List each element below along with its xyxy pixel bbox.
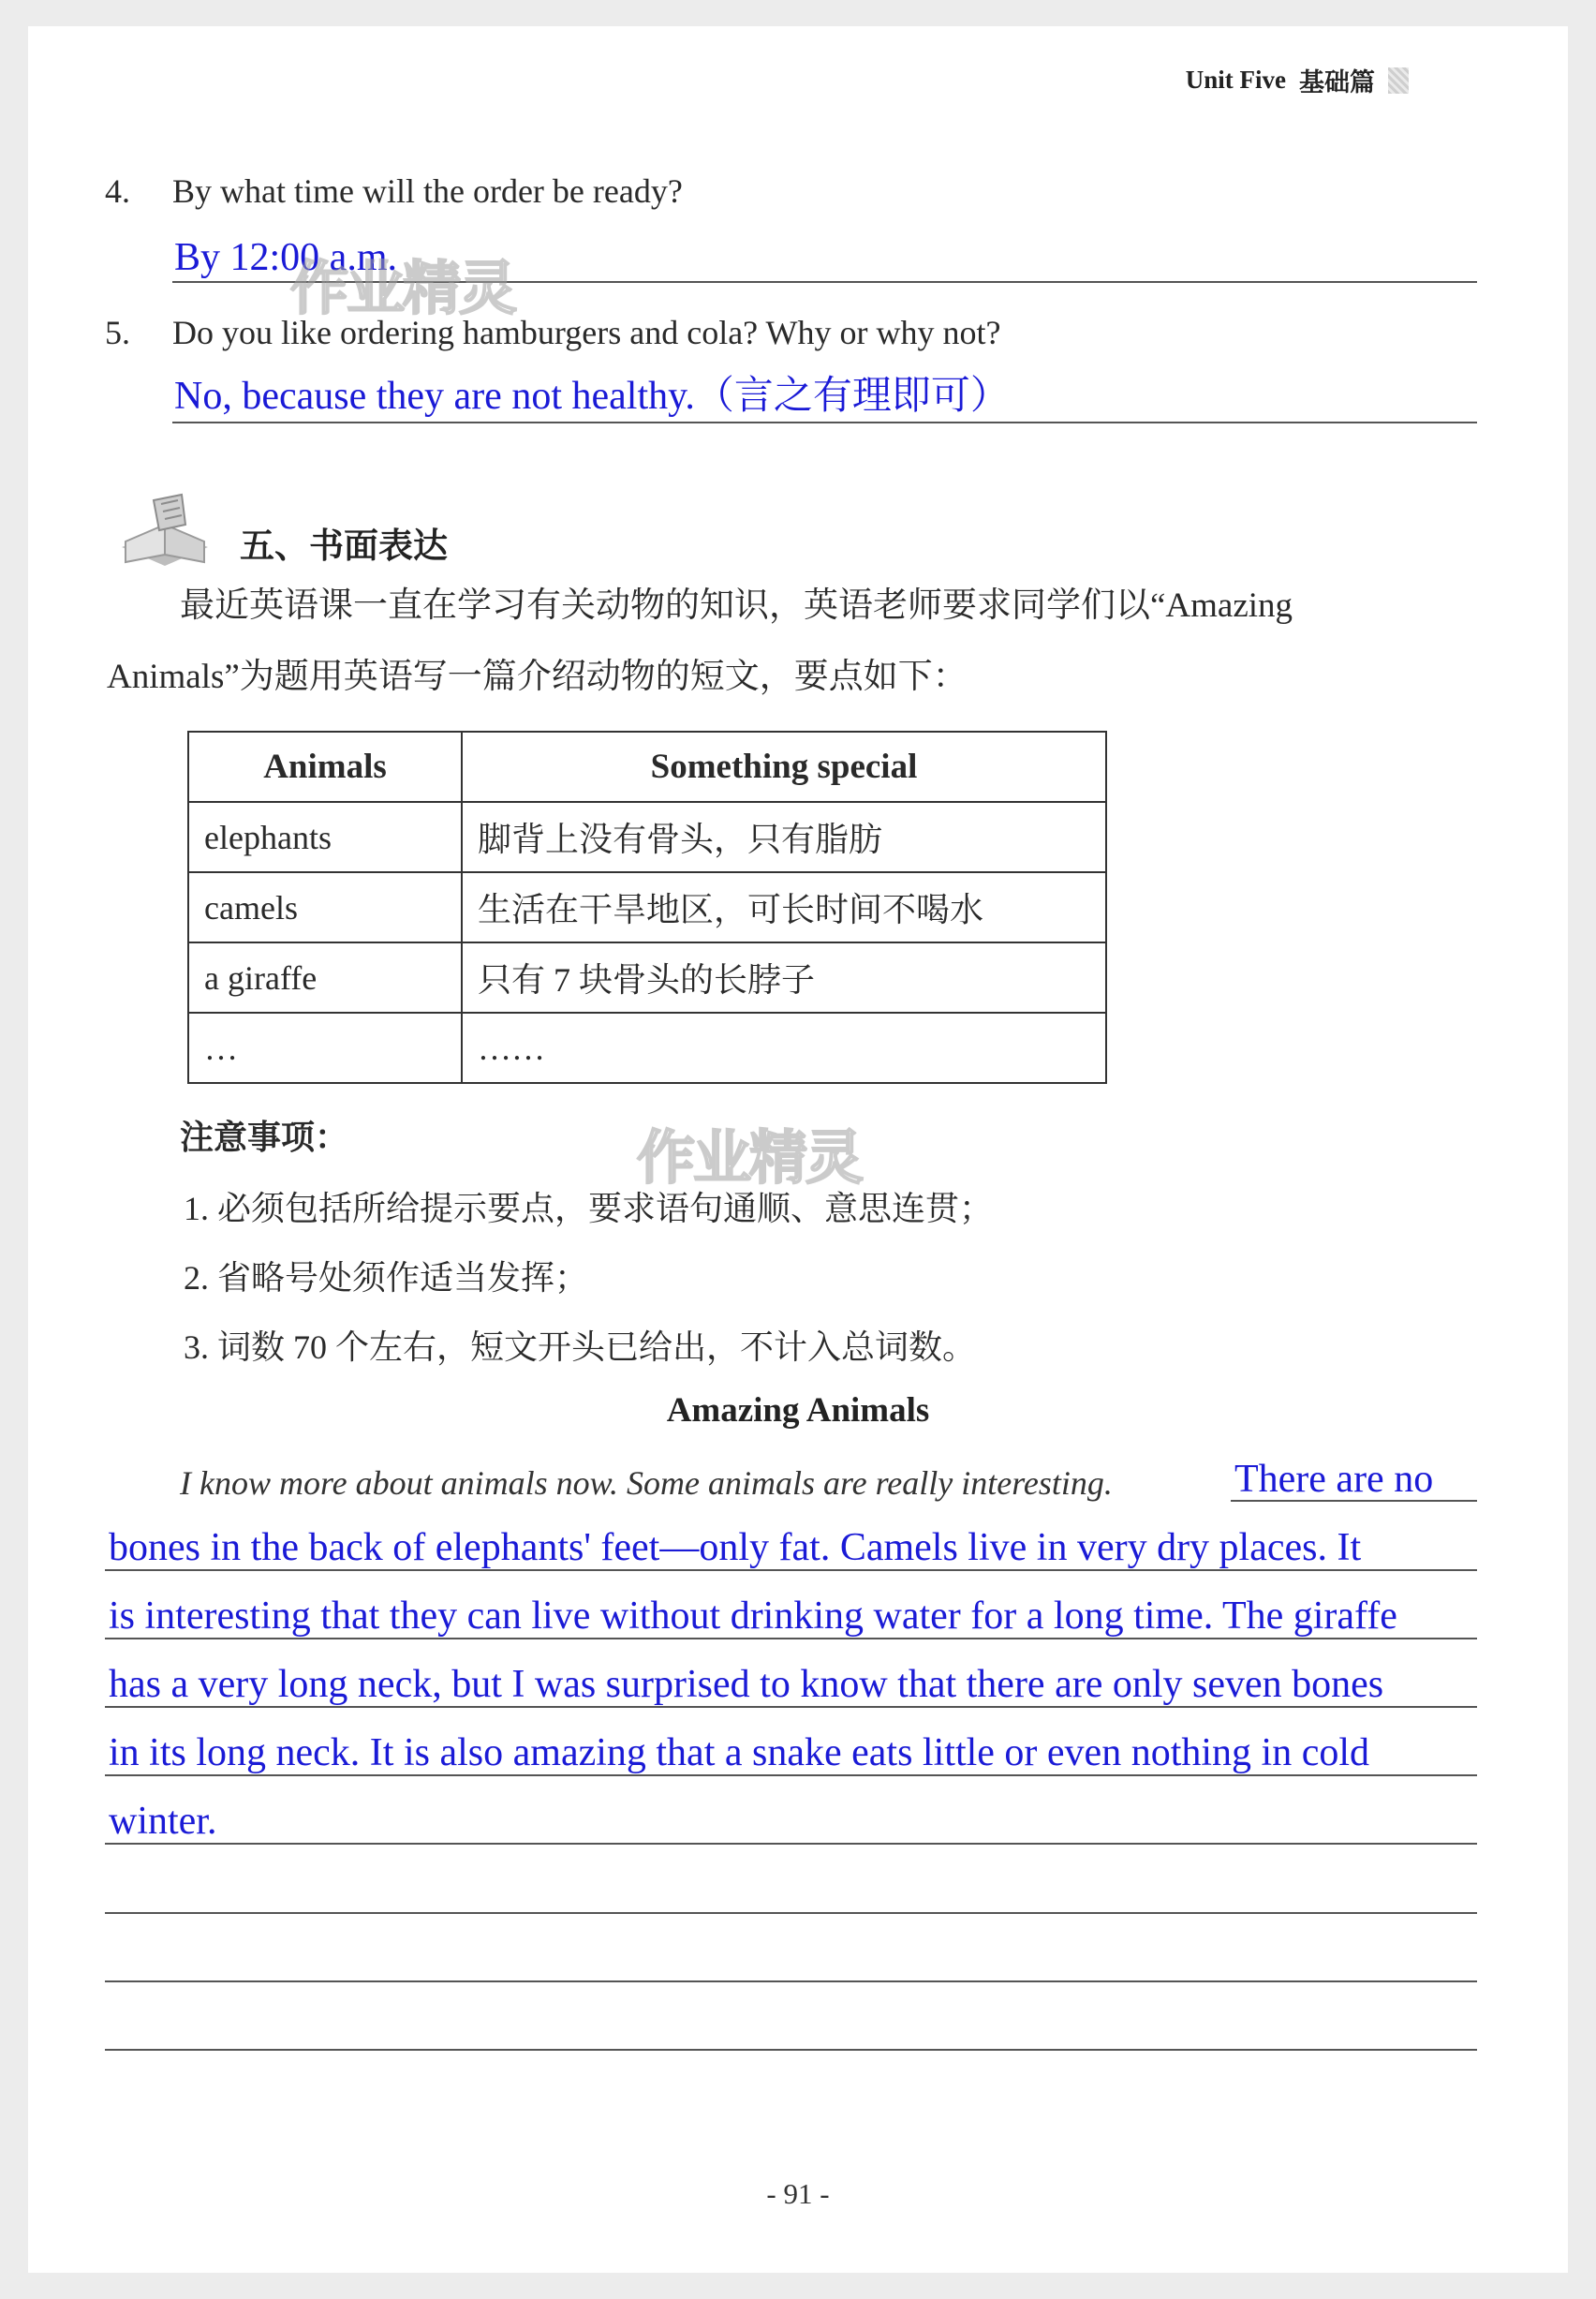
essay-line: is interesting that they can live without drinking water for a long time. The giraffe: [109, 1594, 1397, 1638]
feature-cell: ……: [462, 1013, 1106, 1083]
animal-cell: …: [188, 1013, 462, 1083]
question-4: [105, 171, 683, 211]
question-text: By what time will the order be ready?: [172, 172, 683, 210]
running-header: [1186, 62, 1409, 98]
note-item-2: 2. 省略号处须作适当发挥；: [184, 1259, 589, 1297]
writing-line: [105, 1843, 1477, 1845]
prompt-line-1: 最近英语课一直在学习有关动物的知识，英语老师要求同学们以“Amazing: [180, 586, 1293, 625]
level-label: 基础篇: [1299, 68, 1375, 96]
essay-line: bones in the back of elephants' feet—only fat. Camels live in very dry places. It: [109, 1526, 1362, 1569]
question-number: 4.: [105, 172, 130, 210]
column-header: Animals: [188, 732, 462, 802]
answer-line: [172, 422, 1477, 423]
writing-line: [105, 1706, 1477, 1708]
table-row: [188, 872, 1106, 942]
question-number: 5.: [105, 314, 130, 351]
animal-cell: camels: [188, 872, 462, 942]
table-row: [188, 1013, 1106, 1083]
essay-line: winter.: [109, 1800, 217, 1843]
page-number: - 91 -: [766, 2177, 830, 2210]
unit-label: Unit Five: [1185, 66, 1286, 94]
writing-line: [1231, 1500, 1477, 1502]
answer-4: By 12:00 a.m.: [174, 236, 397, 279]
feature-cell: 生活在干旱地区，可长时间不喝水: [462, 872, 1106, 942]
note-item-3: 3. 词数 70 个左右，短文开头已给出，不计入总词数。: [184, 1328, 977, 1366]
note-item-1: 1. 必须包括所给提示要点，要求语句通顺、意思连贯；: [184, 1190, 994, 1227]
book-icon: [116, 493, 214, 570]
question-5: [105, 313, 1000, 352]
essay-intro: I know more about animals now. Some animals are really interesting.: [180, 1464, 1113, 1502]
table-row: [188, 942, 1106, 1013]
answer-5: No, because they are not healthy.（言之有理即可）: [174, 375, 1010, 418]
question-text: Do you like ordering hamburgers and cola? Why or why not?: [172, 314, 1001, 351]
writing-line: [105, 1638, 1477, 1639]
writing-line: [105, 1912, 1477, 1914]
essay-line: has a very long neck, but I was surprised to know that there are only seven bones: [109, 1663, 1384, 1706]
animal-cell: elephants: [188, 802, 462, 872]
feature-cell: 脚背上没有骨头，只有脂肪: [462, 802, 1106, 872]
watermark: 作业精灵: [290, 254, 516, 322]
column-header: Something special: [462, 732, 1106, 802]
table-header-row: [188, 732, 1106, 802]
essay-line: There are no: [1234, 1458, 1434, 1501]
watermark: 作业精灵: [637, 1123, 863, 1192]
writing-line: [105, 1980, 1477, 1982]
writing-line: [105, 1569, 1477, 1571]
essay-title: Amazing Animals: [666, 1391, 930, 1430]
animal-cell: a giraffe: [188, 942, 462, 1013]
animal-table: [187, 731, 1107, 1084]
header-mark-icon: [1388, 67, 1409, 94]
essay-line: in its long neck. It is also amazing that a snake eats little or even nothing in cold: [109, 1731, 1370, 1774]
writing-line: [105, 2049, 1477, 2051]
notes-title: 注意事项：: [180, 1119, 349, 1157]
prompt-line-2: Animals”为题用英语写一篇介绍动物的短文，要点如下：: [107, 658, 968, 696]
writing-line: [105, 1774, 1477, 1776]
section-title: 五、书面表达: [240, 526, 448, 566]
feature-cell: 只有 7 块骨头的长脖子: [462, 942, 1106, 1013]
table-row: [188, 802, 1106, 872]
